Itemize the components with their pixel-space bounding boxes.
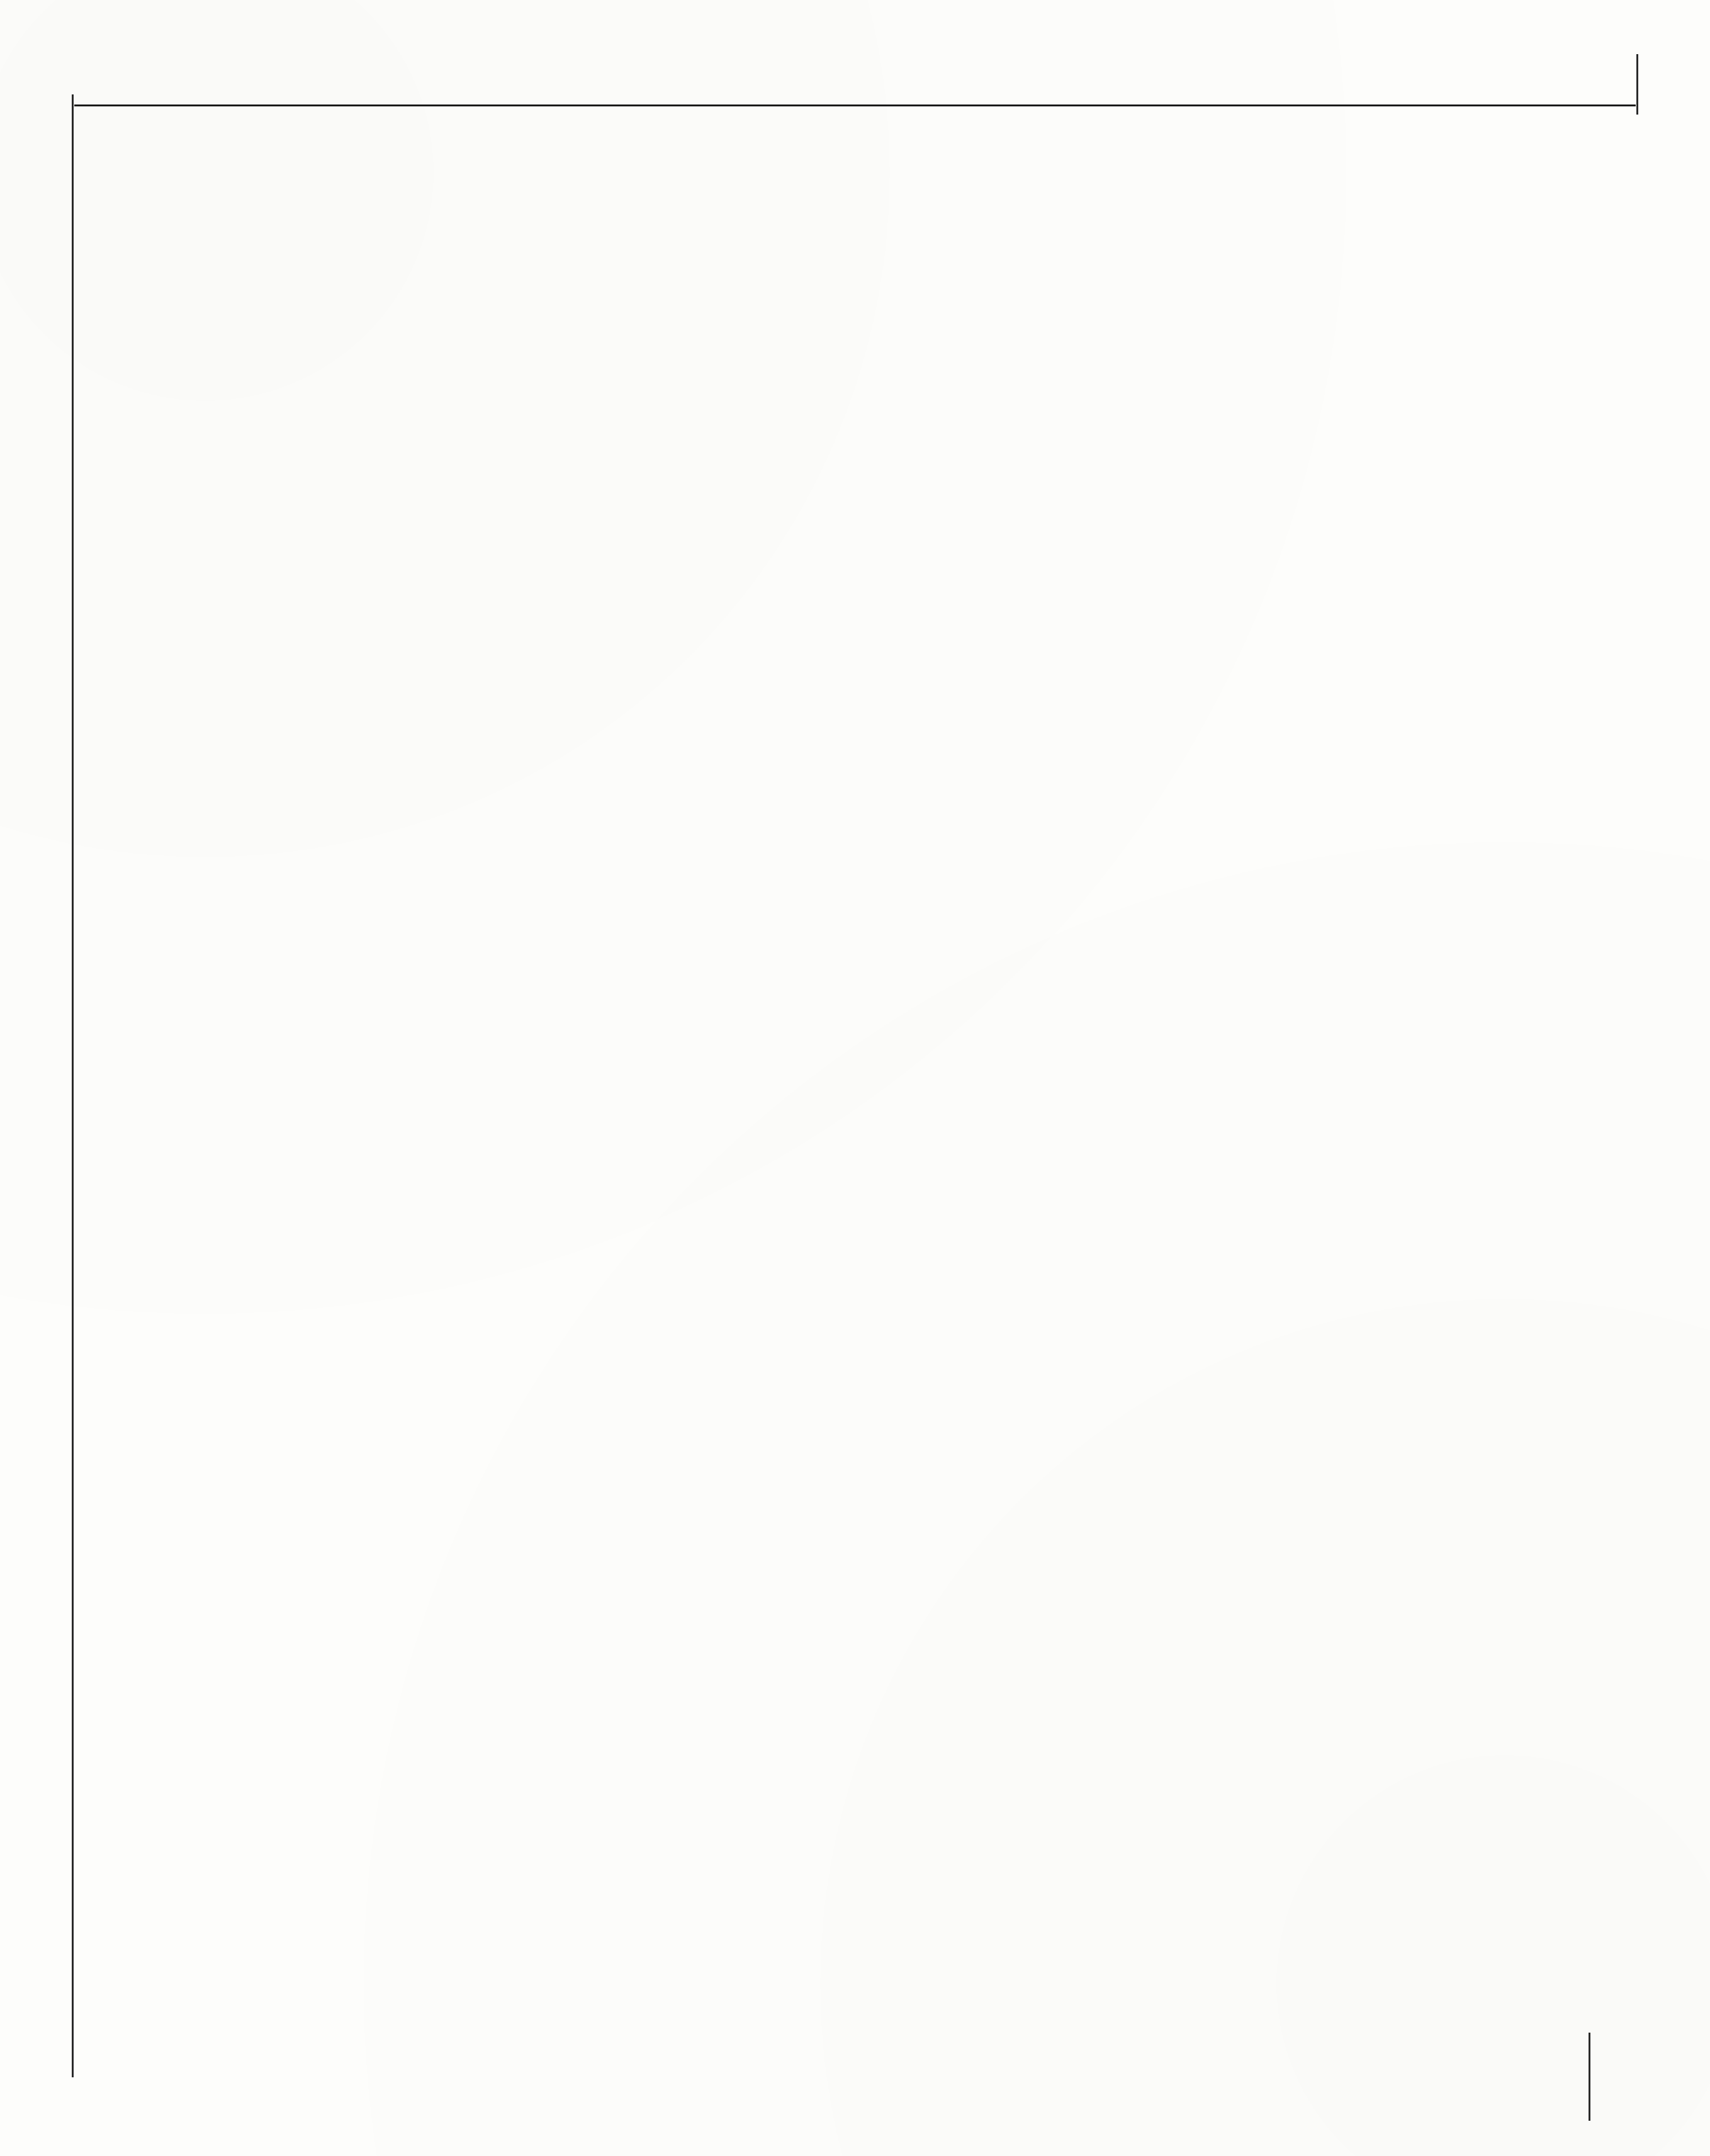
folio-rule: [1589, 2033, 1590, 2121]
running-head: [0, 54, 1710, 102]
left-edge-rule: [72, 94, 74, 2077]
header-rule: [74, 104, 1636, 106]
column-container: [74, 123, 1636, 2037]
